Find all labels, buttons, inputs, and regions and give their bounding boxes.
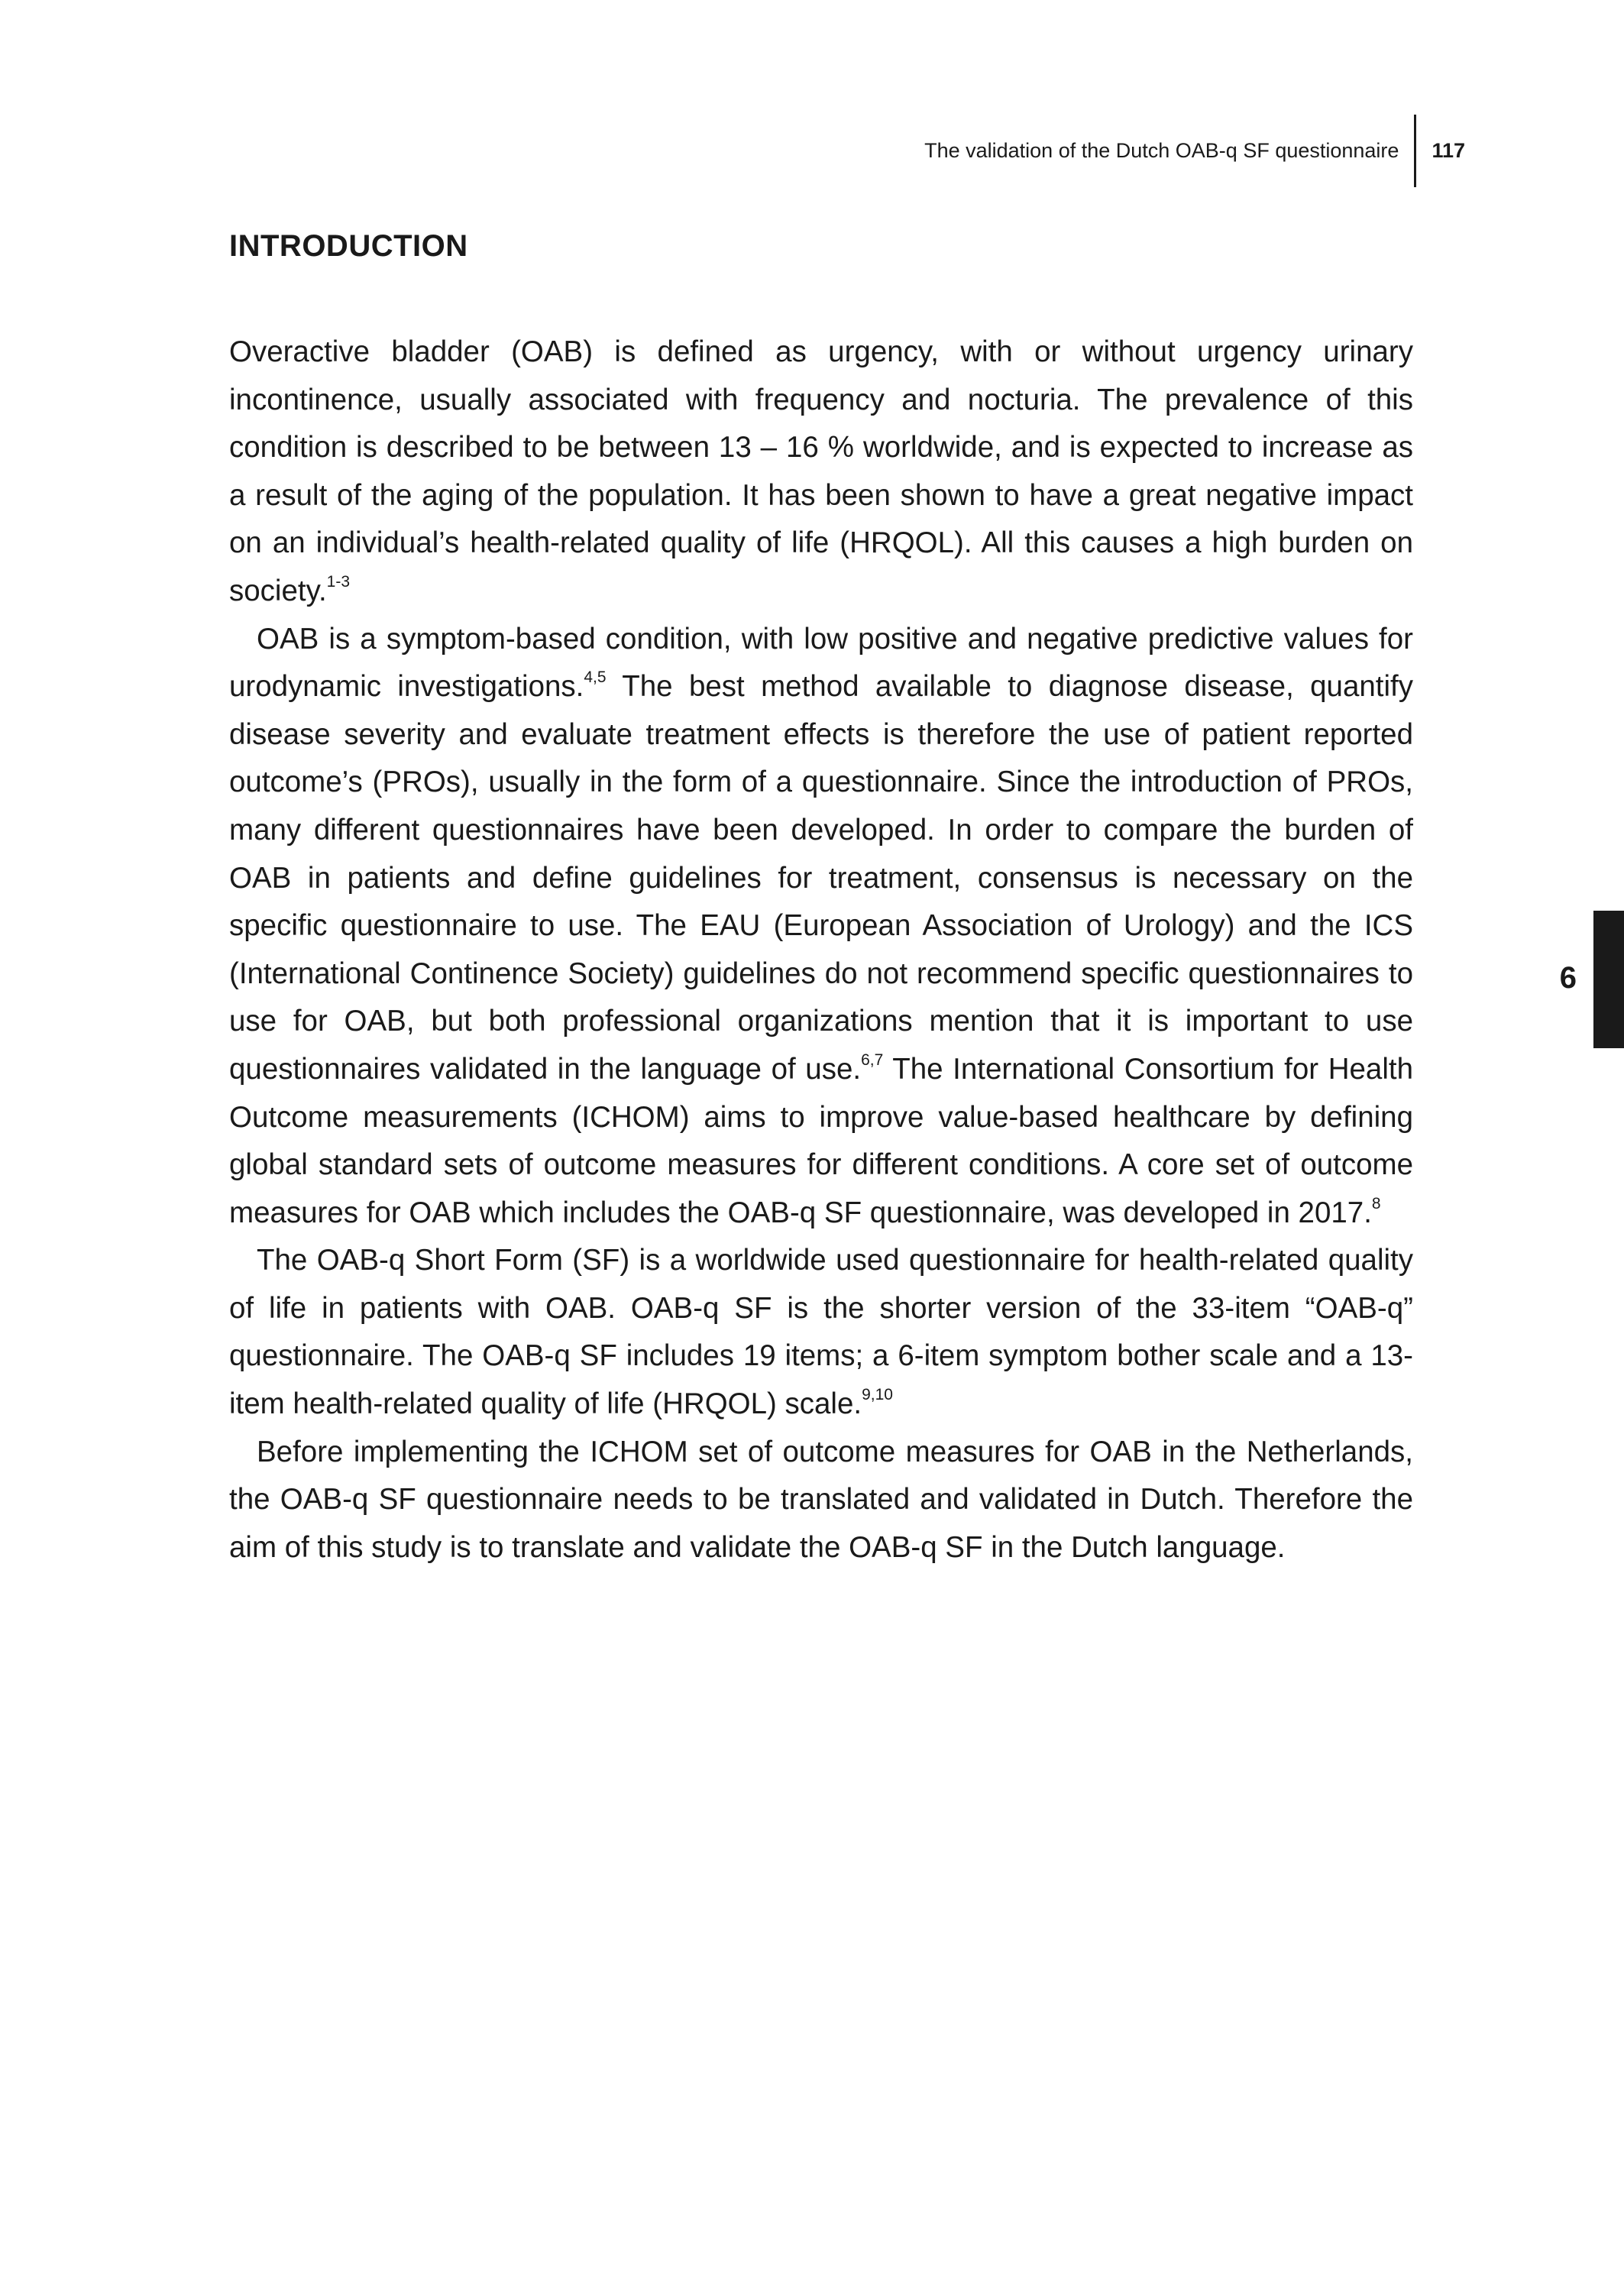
- citation-9-10: 9,10: [862, 1386, 893, 1404]
- paragraph-3: [229, 1237, 1413, 1428]
- citation-1-3: 1-3: [326, 572, 351, 591]
- paragraph-4: [229, 1429, 1413, 1572]
- running-header: [924, 115, 1465, 187]
- paragraph-2-text-2: The best method available to diagnose disease, quantify disease severity and evaluate treatment effects is therefore the use of patient reported outcome’s (PROs), usually in the form of a questionnaire. Since the introduction of PROs, many different questionnaires have been developed. In order to compare the burden of OAB in patients and define guidelines for treatment, consensus is necessary on the specific questionnaire to use. The EAU (European Association of Urology) and the ICS (International Continence Society) guidelines do not recommend specific questionnaires to use for OAB, but both professional organizations mention that it is important to use questionnaires validated in the language of use.: [229, 670, 1413, 1086]
- paragraph-3-text: The OAB-q Short Form (SF) is a worldwide used questionnaire for health-related quality of life in patients with OAB. OAB-q SF is the shorter version of the 33-item “OAB-q” questionnaire. The OAB-q SF includes 19 items; a 6-item symptom bother scale and a 13-item health-related quality of life (HRQOL) scale.: [229, 1244, 1413, 1421]
- running-title: The validation of the Dutch OAB-q SF questionnaire: [924, 139, 1399, 162]
- paragraph-2-text-1: OAB is a symptom-based condition, with low positive and negative predictive values for urodynamic investigations.: [229, 622, 1413, 704]
- paragraph-1-text: Overactive bladder (OAB) is defined as urgency, with or without urgency urinary incontinence, usually associated with frequency and nocturia. The prevalence of this condition is described to be between 13 – 16 % worldwide, and is expected to increase as a result of the aging of the population. It has been shown to have a great negative impact on an individual’s health-related quality of life (HRQOL). All this causes a high burden on society.: [229, 335, 1413, 607]
- paragraph-4-text: Before implementing the ICHOM set of outcome measures for OAB in the Netherlands, the OAB-q SF questionnaire needs to be translated and validated in Dutch. Therefore the aim of this study is to translate and validate the OAB-q SF in the Dutch language.: [229, 1435, 1413, 1564]
- paragraph-2: [229, 616, 1413, 1238]
- citation-6-7: 6,7: [861, 1050, 884, 1069]
- citation-8: 8: [1371, 1194, 1381, 1212]
- chapter-tab: [1593, 911, 1624, 1048]
- citation-4-5: 4,5: [584, 668, 607, 687]
- section-heading: INTRODUCTION: [229, 229, 468, 263]
- chapter-number: 6: [1559, 961, 1577, 995]
- paragraph-1: [229, 329, 1413, 616]
- paragraph-2-text-3: The International Consortium for Health Outcome measurements (ICHOM) aims to improve value-based healthcare by defining global standard sets of outcome measures for different conditions. A core set of outcome measures for OAB which includes the OAB-q SF questionnaire, was developed in 2017.: [229, 1052, 1414, 1229]
- body-text: [229, 329, 1413, 1572]
- page-number: 117: [1432, 139, 1465, 162]
